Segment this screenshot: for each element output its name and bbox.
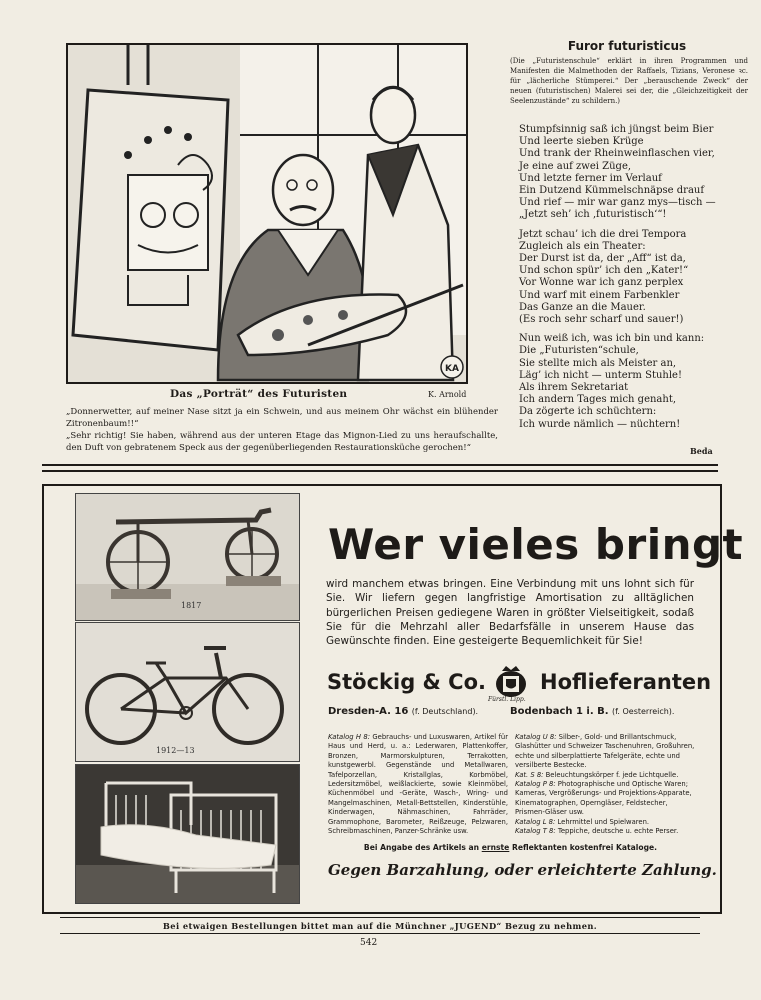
catalog-entry [515,827,695,836]
address-dresden [328,706,478,717]
catalog-entry [515,780,695,818]
footer-rule [60,933,700,934]
catalog-text: Photographische und Optische Waren; Kameras, Vergrößerungs- und Projektions-Apparate, Kinematographen, Operngläser, Feldstecher, Prismen-Gläser usw. [515,780,692,817]
photo-draisine [75,493,300,621]
poem-line: (Es roch sehr scharf und sauer!) [519,314,684,326]
artist-signature: KA [445,364,459,374]
crest-label: Fürstl. Lipp. [488,696,526,703]
catalog-key: Katalog H 8: [328,733,371,741]
address-city: Bodenbach 1 i. B. [510,706,609,717]
catalog-note-text: Bei Angabe des Artikels an [363,843,480,852]
cartoon-artist: K. Arnold [428,390,467,399]
photo-crib [75,764,300,904]
catalog-entry [515,818,695,827]
catalog-note [328,843,693,852]
footer-rule [60,917,700,918]
poem-line: Sie stellte mich als Meister an, [519,357,677,369]
poem-line: Und leerte sieben Krüge [519,136,644,148]
photo-year-1912: 1912—13 [156,746,195,755]
address-note: (f. Deutschland). [411,707,479,716]
poem-stanza [519,333,747,431]
poem-line: Das Ganze an die Mauer. [519,301,646,313]
catalog-entry [515,771,695,780]
poem-line: Zugleich als ein Theater: [519,240,646,252]
address-city: Dresden-A. 16 [328,706,409,717]
poem-line: Stumpfsinnig saß ich jüngst beim Bier [519,124,714,135]
poem-line: Und schon spür’ ich den „Kater!“ [519,265,689,277]
poem-line: Der Durst ist da, der „Aff“ ist da, [519,253,686,265]
poem-author: Beda [690,446,713,456]
catalog-note-emphasis: ernste [481,843,510,852]
ad-body-text: wird manchem etwas bringen. Eine Verbindung mit uns lohnt sich für Sie. Wir liefern gegen langfristige Amortisation zu alltäglichen bürgerlichen Preisen gediegene Waren in größter Vielseitigkeit, sodaß Sie für die Mehrzahl aller Bedarfsfälle in unserem Hause das Gewünschte finden. Eine gesteigerte Bequemlichkeit für Sie! [326,578,694,648]
catalog-key: Katalog T 8: [515,827,556,836]
caption-line: „Sehr richtig! Sie haben, während aus der unteren Etage das Mignon-Lied zu uns heraufschallte, den Duft von gebratenem Speck aus der gegenüberliegenden Restaurationsküche gerochen!“ [66,431,498,453]
address-bodenbach [510,706,674,717]
poem-line: „Jetzt seh’ ich ‚futuristisch‘“! [519,209,667,221]
poem-stanza [519,229,747,327]
poem-line: Ein Dutzend Kümmelschnäpse drauf [519,185,705,197]
catalog-text: Teppiche, deutsche u. echte Perser. [557,827,679,836]
catalog-note-text: Reflektanten kostenfrei Kataloge. [511,843,658,852]
catalog-entry [515,733,695,771]
poem-stanza [519,124,747,222]
poem-line: Und rief — mir war ganz mys—tisch — [519,197,716,209]
poem-line: Vor Wonne war ich ganz perplex [519,277,684,289]
cartoon-title: Das „Porträt“ des Futuristen [170,388,348,400]
poem-line: Nun weiß ich, was ich bin und kann: [519,333,705,345]
poem-line: Jetzt schau’ ich die drei Tempora [519,228,687,240]
catalog-list [515,733,695,836]
poem-line: Da zögerte ich schüchtern: [519,406,657,418]
cartoon-illustration [66,43,468,384]
catalog-text: Lehrmittel und Spielwaren. [557,817,650,826]
catalog-key: Kat. S 8: [515,770,544,779]
poem-line: Je eine auf zwei Züge, [519,160,632,172]
poem-intro: (Die „Futuristenschule“ erklärt in ihren Programmen und Manifesten die Malmethoden der Raffaels, Tizians, Veronese ꝛc. für „lächerliche Stümperei.“ Der „berauschende Zweck“ der neuen (futuristischen) Malerei sei der, die „Gleichzeitigkeit der Seelenzustände“ zu schildern.) [510,57,748,105]
divider-line [42,470,718,472]
warrant-title: Hoflieferanten [540,670,712,694]
catalog-text: Beleuchtungskörper f. jede Lichtquelle. [545,770,679,779]
divider-line [42,464,718,466]
poem-line: Und warf mit einem Farbenkler [519,289,680,301]
photo-bicycle [75,622,300,762]
catalog-key: Katalog P 8: [515,780,556,789]
poem-title: Furor futuristicus [567,39,687,53]
catalog-key: Katalog U 8: [515,733,557,741]
cartoon-caption [66,406,498,454]
company-name: Stöckig & Co. [327,670,486,694]
catalog-text: Gebrauchs- und Luxuswaren, Artikel für Haus und Herd, u. a.: Lederwaren, Plattenkoffer, Bronzen, Marmorskulpturen, Terrakotten, kunstgewerbl. Gegenstände und Metallwaren, Tafelporzellan, Kristallglas, Korbmöbel, Ledersitzmöbel, weißlackierte, sowie Kleinmöbel, Küchenmöbel und -Geräte, Wasch-, Wring- und Mangelmaschinen, Metall-Bettstellen, Kinderstühle, Kinderwagen, Nähmaschinen, Fahrräder, Grammophone, Barometer, Reißzeuge, Pelzwaren, Schreibmaschinen, Panzer-Schränke usw. [328,733,508,836]
poem-line: Läg’ ich nicht — unterm Stuhle! [519,369,682,381]
caption-line: „Donnerwetter, auf meiner Nase sitzt ja ein Schwein, und aus meinem Ohr wächst ein blühender Zitronenbaum!!“ [66,407,498,429]
address-note: (f. Oesterreich). [612,707,675,716]
poem-line: Ich wurde nämlich — nüchtern! [519,418,681,430]
poem-line: Ich andern Tages mich genaht, [519,394,677,406]
ad-payment-footer: Gegen Barzahlung, oder erleichterte Zahlung. [328,861,717,879]
catalog-text: Silber-, Gold- und Brillantschmuck, Glashütter und Schweizer Taschenuhren, Großuhren, echte und silberplattierte Tafelgeräte, echte und versilberte Bestecke. [515,733,695,770]
poem-body [519,124,747,438]
order-reference-note: Bei etwaigen Bestellungen bittet man auf die Münchner „JUGEND“ Bezug zu nehmen. [162,921,598,931]
page-number: 542 [360,938,378,948]
poem-line: Als ihrem Sekretariat [519,382,629,394]
ad-headline: Wer vieles bringt [328,520,744,569]
poem-line: Und letzte ferner im Verlauf [519,172,662,184]
photo-year-1817: 1817 [181,601,202,610]
catalog-key: Katalog L 8: [515,817,556,826]
catalog-h8 [328,733,508,836]
poem-line: Und trank der Rheinweinflaschen vier, [519,148,715,160]
poem-line: Die „Futuristen“schule, [519,345,639,357]
